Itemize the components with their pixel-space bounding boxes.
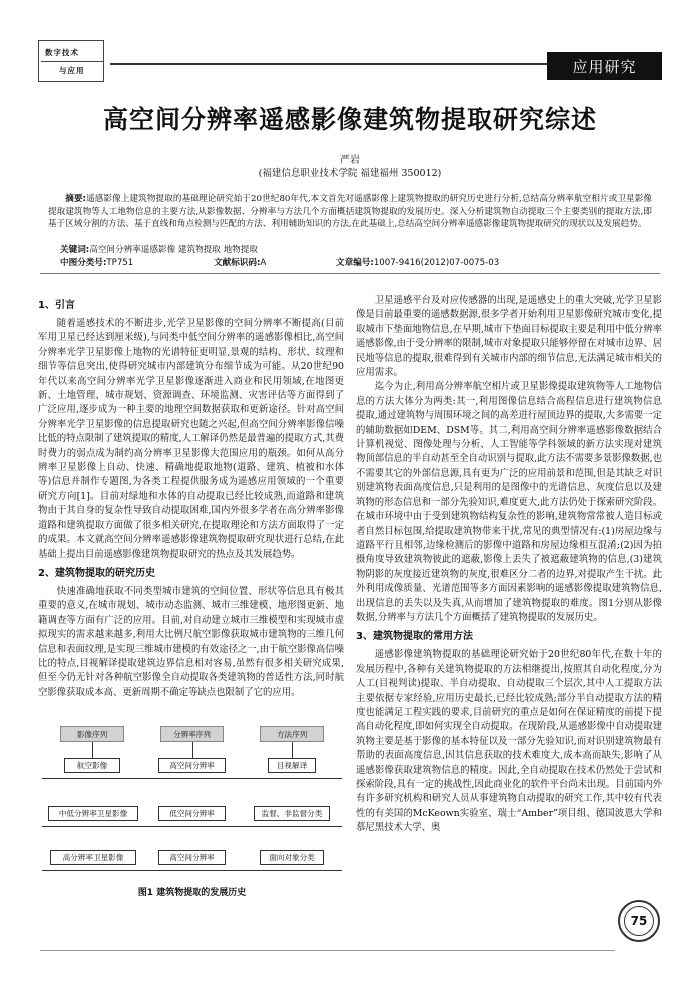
keywords-label: 关键词: — [60, 245, 90, 255]
article-no-value: 1007-9416(2012)07-0075-03 — [373, 258, 500, 268]
logo-line2: 与应用 — [59, 66, 85, 75]
section-tag: 应用研究 — [547, 52, 662, 80]
clc-label: 中图分类号: — [60, 258, 107, 268]
fig-item-visual-interpretation: 目视解译 — [268, 758, 316, 773]
article-no-label: 文章编号: — [336, 258, 374, 268]
paragraph: 迄今为止,利用高分辨率航空相片或卫星影像提取建筑物等人工地物信息的方法大体分为两类:其一,利用图像信息结合高程信息进行建筑物信息提取,通过建筑物与周围环境之间的高差进行屋顶边界的提取,大多需要一定的辅助数据如DEM、DSM等。其二,利用高空间分辨率遥感影像数据结合计算机视觉、图像处理与分析、人工智能等学科领域的新方法实现对建筑物顶部信息的半自动甚至全自动识别与提取,此方法不需要多景影像数据,也不需要其它的外部信息源,具有更为广泛的应用前景和范围,但是其缺乏对识别建筑物表面高度信息,只是利用的是图像中的光谱信息、灰度信息以及建筑物的形态信息和一部分先验知识,难度更大,此方法仍处于探索研究阶段。在城市环境中由于受到建筑物结构复杂性的影响,建筑物常常被人造目标或者自然目标包围,给提取建筑物带来干扰,常见的典型情况有:(1)房屋边缘与道路平行且相邻,边缘检测后的影像中道路和房屋边缘相互混淆;(2)因为拍摄角度导致建筑物彼此的遮蔽,影像上丢失了被遮蔽建筑物的信息,(3)建筑物阴影的灰度接近建筑物的灰度,很难区分二者的边界,对提取产生干扰。此外利用成像质量、光谱范围等多方面因素影响的遥感影像提取建筑物信息,出现信息的丢失以及失真,从而增加了建筑物提取的难度。图1分别从影像数据,分辨率与方法几个方面概括了建筑物提取的发展历史。 — [356, 381, 662, 623]
abstract-rule — [40, 273, 660, 274]
affiliation: (福建信息职业技术学院 福建福州 350012) — [258, 168, 442, 179]
fig-spine — [42, 826, 342, 827]
doc-code-label: 文献标识码: — [214, 258, 261, 268]
fig-item-mid-low-res-satellite: 中低分辨率卫星影像 — [48, 806, 138, 821]
fig-item-high-resolution-2: 高空间分辨率 — [158, 850, 226, 865]
fig-connector — [292, 742, 293, 758]
fig-item-object-based: 面向对象分类 — [260, 850, 324, 865]
section-heading-intro: 1、引言 — [38, 300, 75, 311]
section-heading-methods: 3、建筑物提取的常用方法 — [356, 631, 473, 643]
left-column — [38, 294, 344, 700]
paragraph: 随着遥感技术的不断进步,光学卫星影像的空间分辨率不断提高(目前军用卫星已经达到厘米级),与同类中低空间分辨率的遥感影像相比,高空间分辨率光学卫星影像上地物的光谱特征更明显,景观的结构、形状、纹理和细节等信息突出,使得研究城市内部建筑分布细节成为可能。从20世纪90年代以来高空间分辨率光学卫星影像逐渐进入商业和民用领域,在地图更新、土地管理、城市规划、资源调查、环境监测、灾害评估等方面得到了广泛应用,逐步成为一种主要的地理空间数据获取和更新途径。针对高空间分辨率光学卫星影像的信息提取研究也随之兴起,但高空间分辨率影像信噪比低的特点限制了建筑提取的精度,人工解译仍然是最普遍的提取方式,其费时费力的弱点成为制约高分辨率卫星影像大范围应用的瓶颈。如何从高分辨率卫星影像上自动、快速、精确地提取地物(道路、建筑、植被和水体等)信息并制作专题图,为各类工程提供服务成为遥感应用领域的一个重要研究方向[1]。目前对绿地和水体的自动提取已经比较成熟,而道路和建筑物由于其自身的复杂性导致自动提取困难,国内外很多学者在高分辨率影像道路和建筑提取方面做了很多相关研究,在提取理论和方法方面取得了一定的成果。本文就高空间分辨率遥感影像建筑物提取研究现状进行总结,在此基础上提出目前遥感影像建筑物提取研究的热点及其发展趋势。 — [38, 318, 344, 560]
fig-item-high-res-satellite: 高分辨率卫星影像 — [50, 850, 136, 865]
abstract-label: 摘要: — [65, 194, 86, 204]
article-title: 高空间分辨率遥感影像建筑物提取研究综述 — [102, 105, 597, 134]
keywords-text: 高空间分辨率遥感影像 建筑物提取 地物提取 — [89, 245, 258, 255]
fig-item-aerial-image: 航空影像 — [64, 758, 120, 773]
bottom-rule — [40, 950, 615, 951]
fig-item-high-resolution: 高空间分辨率 — [158, 758, 226, 773]
section-heading-history: 2、建筑物提取的研究历史 — [38, 567, 155, 579]
page-number-seal — [618, 900, 660, 942]
journal-logo — [38, 40, 104, 82]
logo-divider — [41, 61, 103, 62]
fig-spine — [42, 870, 342, 871]
abstract — [48, 193, 652, 231]
abstract-text: 遥感影像上建筑物提取的基础理论研究始于20世纪80年代,本文首先对遥感影像上建筑物提取的研究历史进行分析,总结高分辨率航空相片或卫星影像提取建筑物等人工地物信息的主要方法,从影像数据、分辨率与方法几个方面概括建筑物提取的发展历史。深入分析建筑物自动提取三个主要类别的提取方法,即基于区域分割的方法、基于直线和角点检测与匹配的方法、利用辅助知识的方法,在此基础上,总结高空间分辨率遥感影像建筑物提取研究的现状以及发展趋势。 — [48, 194, 653, 229]
fig-header-method-series: 方法序列 — [260, 726, 324, 742]
paragraph: 遥感影像建筑物提取的基础理论研究始于20世纪80年代,在数十年的发展历程中,各种有关建筑物提取的方法相继提出,按照其自动化程度,分为人工(目视判读)提取、半自动提取、自动提取三个层次,其中人工提取方法主要依据专家经验,应用历史最长,已经比较成熟;部分半自动提取方法的精度也能满足工程实践的要求,目前研究的重点是如何在保证精度的前提下提高自动化程度,即如何实现全自动提取。在现阶段,从遥感影像中自动提取建筑物主要是基于影像的基本特征以及一部分先验知识,而对识别建筑物最有帮助的表面高度信息,因其信息获取的技术难度大,成本高而缺失,影响了从遥感影像获取建筑物信息的精度。因此,全自动提取在技术仍然处于尝试和探索阶段,具有一定的挑战性,因此商业化的软件平台尚未出现。目前国内外有许多研究机构和研究人员从事建筑物自动提取的研究工作,其中较有代表性的有美国的McKeown实验室、瑞士“Amber”项目组、德国波恩大学和慕尼黑技术大学、奥 — [356, 649, 662, 834]
fig-connector — [92, 742, 93, 758]
doc-code — [214, 256, 266, 268]
fig-item-low-resolution: 低空间分辨率 — [158, 806, 226, 821]
page-number: 75 — [624, 906, 654, 936]
fig-header-resolution-series: 分辨率序列 — [160, 726, 224, 742]
fig-header-image-series: 影像序列 — [60, 726, 124, 742]
paragraph: 卫星遥感平台及对应传感器的出现,是遥感史上的重大突破,光学卫星影像是目前最重要的遥感数据源,很多学者开始利用卫星影像研究城市变化,提取城市下垫面地物信息,在早期,城市下垫面目标提取主要是利用中低分辨率遥感影像,由于受分辨率的限制,城市对象提取只能够停留在对城市边界、居民地等信息的提取,很难得到有关城市内部的细节信息,无法满足城市相关的应用需求。 — [356, 295, 663, 379]
right-column — [356, 294, 662, 836]
paragraph: 快速准确地获取不同类型城市建筑的空间位置、形状等信息具有极其重要的意义,在城市规划、城市动态监测、城市三维建模、地形图更新、地籍调查等方面有广泛的应用。目前,对自动建立城市三维模型和实现城市虚拟现实的需求越来越多,利用大比例尺航空影像获取城市建筑物的三维几何信息和表面纹理,是实现三维城市建模的有效途径之一,由于航空影像高信噪比的特点,目视解译提取建筑边界信息相对容易,虽然有很多相关研究成果,但至今仍无针对各种航空影像全自动提取各类建筑物的普适性方法,同时航空影像获取成本高、更新周期不确定等缺点也限制了它的应用。 — [38, 585, 344, 698]
author: 严岩 — [340, 155, 360, 166]
clc-value: TP751 — [106, 258, 134, 268]
keywords — [60, 243, 258, 255]
logo-line1: 数字技术 — [45, 48, 79, 57]
fig-spine — [42, 778, 342, 779]
fig-connector — [192, 742, 193, 758]
fig-item-classification: 监督、非监督分类 — [254, 806, 330, 821]
figure-1-diagram — [42, 720, 342, 880]
header-rule — [110, 63, 578, 65]
article-number — [336, 256, 499, 268]
doc-code-value: A — [260, 258, 267, 268]
clc-number — [60, 256, 133, 268]
figure-1-caption: 图1 建筑物提取的发展历史 — [137, 888, 247, 898]
